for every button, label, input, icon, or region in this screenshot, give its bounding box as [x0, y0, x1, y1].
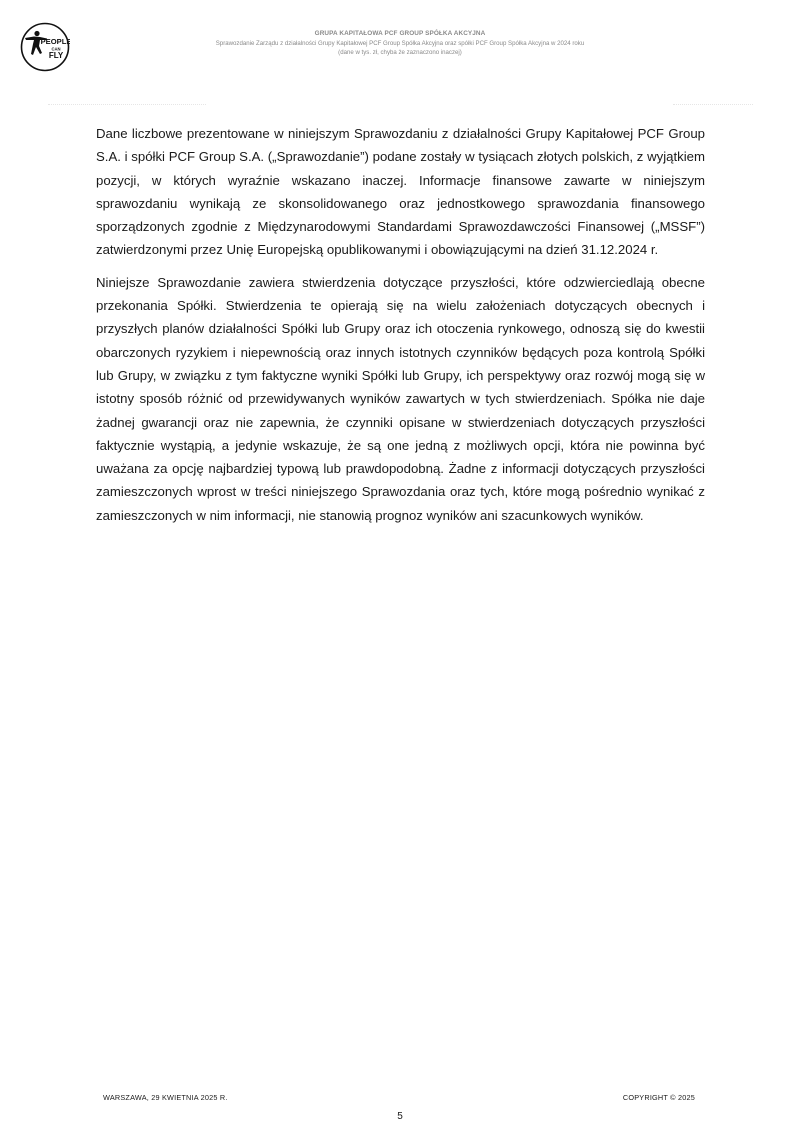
svg-text:FLY: FLY [48, 51, 64, 60]
paragraph-financial-data: Dane liczbowe prezentowane w niniejszym Sprawozdaniu z działalności Grupy Kapitałowej PCF Group S.A. i spółki PCF Group S.A. („Sprawozdanie”) podane zostały w tysiącach złotych polskich, z wyjątkiem pozycji, w których wyraźnie wskazano inaczej. Informacje finansowe zawarte w niniejszym sprawozdaniu wynikają ze skonsolidowanego oraz jednostkowego sprawozdania finansowego sporządzonych zgodnie z Międzynarodowymi Standardami Sprawozdawczości Finansowej („MSSF”) zatwierdzonymi przez Unię Europejską opublikowanymi i obowiązującymi na dzień 31.12.2024 r. [96, 126, 705, 258]
header-divider-right [673, 104, 753, 105]
document-header [160, 29, 640, 58]
header-company-name: GRUPA KAPITAŁOWA PCF GROUP SPÓŁKA AKCYJNA [314, 30, 486, 37]
footer-copyright: COPYRIGHT © 2025 [622, 1093, 695, 1102]
header-report-title: Sprawozdanie Zarządu z działalności Grupy Kapitałowej PCF Group Spółka Akcyjna oraz spółki PCF Group Spółka Akcyjna w 2024 roku [215, 39, 585, 47]
svg-text:CAN: CAN [51, 46, 61, 52]
svg-text:PEOPLE: PEOPLE [40, 37, 70, 46]
page-number: 5 [397, 1111, 403, 1122]
header-units-note: (dane w tys. zł, chyba że zaznaczono inaczej) [338, 49, 462, 56]
company-logo [20, 22, 70, 72]
footer-place-date: WARSZAWA, 29 KWIETNIA 2025 R. [103, 1093, 228, 1102]
paragraph-forward-looking-statements: Niniejsze Sprawozdanie zawiera stwierdzenia dotyczące przyszłości, które odzwierciedlają obecne przekonania Spółki. Stwierdzenia te opierają się na wielu założeniach dotyczących obecnych i przyszłych planów działalności Spółki lub Grupy oraz ich otoczenia rynkowego, odnoszą się do kwestii obarczonych ryzykiem i niepewnością oraz innych istotnych czynników będących poza kontrolą Spółki lub Grupy, w związku z tym faktyczne wyniki Spółki lub Grupy, ich perspektywy oraz rozwój mogą się w istotny sposób różnić od przewidywanych wyników zawartych w tych stwierdzeniach. Spółka nie daje żadnej gwarancji oraz nie zapewnia, że czynniki opisane w stwierdzeniach dotyczących przyszłości faktycznie wystąpią, a jedynie wskazuje, że są one jedną z możliwych opcji, która nie powinna być uważana za opcję najbardziej typową lub prawdopodobną. Żadne z informacji dotyczących przyszłości zamieszczonych wprost w treści niniejszego Sprawozdania oraz tych, które mogą pośrednio wynikać z zamieszczonych w nim informacji, nie stanowią prognoz wyników ani szacunkowych wyników. [96, 274, 705, 523]
header-divider-left [48, 104, 206, 105]
document-body [96, 122, 705, 536]
